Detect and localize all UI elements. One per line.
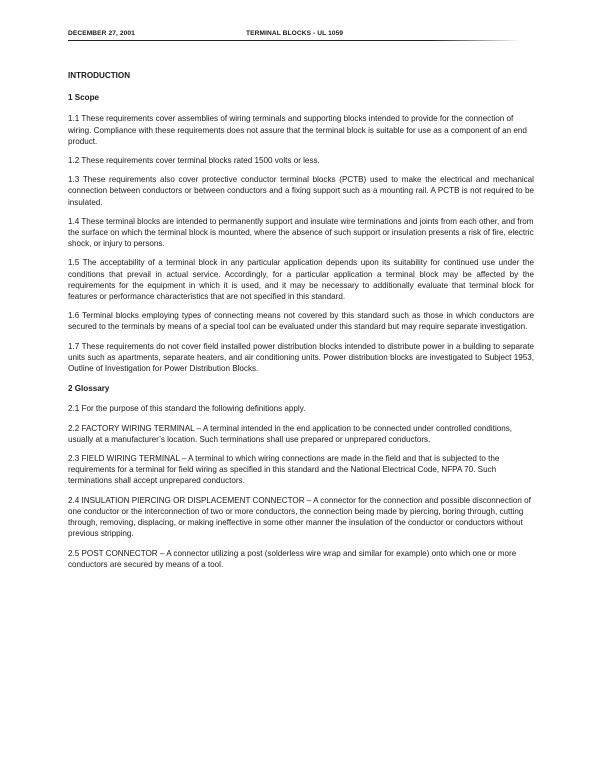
paragraph-1-6: 1.6 Terminal blocks employing types of connecting means not covered by this standard such as those in which conductors are secured to the terminals by means of a special tool can be evaluated under this standard but may require separate investigation. (68, 311, 534, 332)
paragraph-2-4: 2.4 INSULATION PIERCING OR DISPLACEMENT CONNECTOR – A connector for the connection and possible disconnection of one conductor or the interconnection of two or more conductors, the connection being made by piercing, boring through, cutting through, removing, displacing, or making ineffective in some other manner the insulation of the conductor or conductors without previous stripping. (68, 495, 531, 539)
paragraph-1-7: 1.7 These requirements do not cover field installed power distribution blocks intended to distribute power in a building to separate units such as apartments, separate heaters, and air conditioning units. Power distribution blocks are investigated to Subject 1953, Outline of Investigation for Power Distribution Blocks. (68, 341, 534, 374)
paragraph-2-3: 2.3 FIELD WIRING TERMINAL – A terminal to which wiring connections are made in the field and that is subjected to the requirements for a terminal for field wiring as specified in this standard and the National Electrical Code, NFPA 70. Such terminations shall accept unprepared conductors. (68, 454, 500, 486)
paragraph-2-1: 2.1 For the purpose of this standard the following definitions apply. (68, 404, 306, 414)
paragraph-1-2: 1.2 These requirements cover terminal blocks rated 1500 volts or less. (68, 156, 320, 166)
paragraph-1-4: 1.4 These terminal blocks are intended to permanently support and insulate wire terminations and joints from each other, and from the surface on which the terminal block is mounted, where the absence of such support or insulation presents a risk of fire, electric shock, or injury to persons. (68, 216, 534, 249)
header-rule (68, 40, 522, 41)
header-date: DECEMBER 27, 2001 (68, 30, 135, 37)
document-body (68, 66, 534, 570)
paragraph-1-1: 1.1 These requirements cover assemblies of wiring terminals and supporting blocks intended to provide for the connection of wiring. Compliance with these requirements does not assure that the terminal block is suitable for use as a component of an end product. (68, 114, 527, 146)
header-document-title: TERMINAL BLOCKS - UL 1059 (246, 30, 344, 37)
glossary-heading: 2 Glossary (68, 384, 110, 394)
paragraph-2-2: 2.2 FACTORY WIRING TERMINAL – A terminal intended in the end application to be connected under controlled conditions, usually at a manufacturer’s location. Such terminations shall use prepared or unprepared conductors. (68, 423, 513, 444)
paragraph-1-3: 1.3 These requirements also cover protective conductor terminal blocks (PCTB) used to make the electrical and mechanical connection between conductors or between conductors and a fixing support such as a mounting rail. A PCTB is not required to be insulated. (68, 175, 534, 207)
paragraph-2-5: 2.5 POST CONNECTOR – A connector utilizing a post (solderless wire wrap and similar for example) onto which one or more conductors are secured by means of a tool. (68, 548, 517, 569)
paragraph-1-5: 1.5 The acceptability of a terminal block in any particular application depends upon its suitability for continued use under the conditions that prevail in actual service. Accordingly, for a particular application a terminal block may be affected by the requirements for the equipment in which it is used, and it may be necessary to additionally evaluate that terminal block for features or performance characteristics that are not specified in this standard. (68, 258, 534, 302)
scope-heading: 1 Scope (68, 93, 100, 103)
introduction-heading: INTRODUCTION (68, 71, 131, 80)
